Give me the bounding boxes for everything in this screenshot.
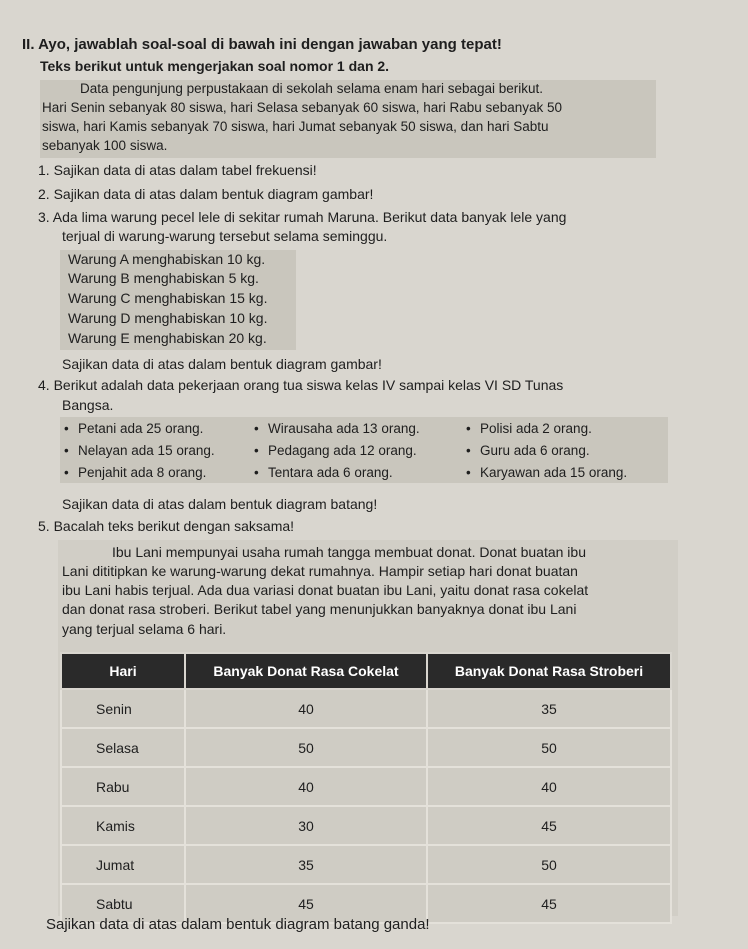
donut-paragraph-line: dan donat rasa stroberi. Berikut tabel yang menunjukkan banyaknya donat ibu Lani — [62, 601, 577, 617]
cell-stroberi: 50 — [427, 845, 671, 884]
donut-sales-table — [60, 652, 672, 924]
warung-item: Warung E menghabiskan 20 kg. — [68, 330, 267, 346]
question-5-instruction: Sajikan data di atas dalam bentuk diagram batang ganda! — [46, 916, 430, 933]
question-3-line1: 3. Ada lima warung pecel lele di sekitar rumah Maruna. Berikut data banyak lele yang — [38, 209, 567, 225]
header-stroberi: Banyak Donat Rasa Stroberi — [427, 653, 671, 689]
cell-stroberi: 45 — [427, 884, 671, 923]
job-item: • Pedagang ada 12 orang. — [254, 443, 417, 458]
warung-item: Warung C menghabiskan 15 kg. — [68, 290, 268, 306]
cell-cokelat: 45 — [185, 884, 427, 923]
job-item: • Tentara ada 6 orang. — [254, 465, 393, 480]
cell-day: Jumat — [61, 845, 185, 884]
table-row — [61, 845, 671, 884]
donut-paragraph-line: Lani dititipkan ke warung-warung dekat rumahnya. Hampir setiap hari donat buatan — [62, 563, 578, 579]
cell-cokelat: 30 — [185, 806, 427, 845]
cell-cokelat: 40 — [185, 689, 427, 728]
warung-item: Warung B menghabiskan 5 kg. — [68, 270, 259, 286]
header-hari: Hari — [61, 653, 185, 689]
cell-stroberi: 35 — [427, 689, 671, 728]
job-item: • Petani ada 25 orang. — [64, 421, 204, 436]
header-cokelat: Banyak Donat Rasa Cokelat — [185, 653, 427, 689]
question-1: 1. Sajikan data di atas dalam tabel frekuensi! — [38, 162, 317, 178]
job-item: • Nelayan ada 15 orang. — [64, 443, 215, 458]
question-4-line2: Bangsa. — [62, 397, 114, 413]
question-4-line1: 4. Berikut adalah data pekerjaan orang tua siswa kelas IV sampai kelas VI SD Tunas — [38, 377, 564, 393]
warung-item: Warung D menghabiskan 10 kg. — [68, 310, 268, 326]
intro-line: Hari Senin sebanyak 80 siswa, hari Selasa sebanyak 60 siswa, hari Rabu sebanyak 50 — [42, 100, 563, 115]
donut-paragraph-line: yang terjual selama 6 hari. — [62, 621, 227, 637]
intro-line: siswa, hari Kamis sebanyak 70 siswa, hari Jumat sebanyak 50 siswa, dan hari Sabtu — [42, 119, 549, 134]
job-item: • Guru ada 6 orang. — [466, 443, 590, 458]
cell-day: Selasa — [61, 728, 185, 767]
cell-cokelat: 40 — [185, 767, 427, 806]
cell-day: Senin — [61, 689, 185, 728]
cell-cokelat: 50 — [185, 728, 427, 767]
cell-stroberi: 45 — [427, 806, 671, 845]
warung-item: Warung A menghabiskan 10 kg. — [68, 251, 266, 267]
cell-cokelat: 35 — [185, 845, 427, 884]
question-5-line1: 5. Bacalah teks berikut dengan saksama! — [38, 518, 295, 534]
table-row — [61, 728, 671, 767]
cell-day: Kamis — [61, 806, 185, 845]
intro-line: Data pengunjung perpustakaan di sekolah selama enam hari sebagai berikut. — [80, 81, 544, 96]
job-item: • Karyawan ada 15 orang. — [466, 465, 628, 480]
job-item: • Penjahit ada 8 orang. — [64, 465, 207, 480]
question-3-line2: terjual di warung-warung tersebut selama seminggu. — [62, 228, 388, 244]
job-item: • Polisi ada 2 orang. — [466, 421, 592, 436]
donut-paragraph-line: Ibu Lani mempunyai usaha rumah tangga membuat donat. Donat buatan ibu — [112, 544, 586, 560]
section-title: II. Ayo, jawablah soal-soal di bawah ini dengan jawaban yang tepat! — [22, 36, 502, 53]
table-row — [61, 689, 671, 728]
question-4-instruction: Sajikan data di atas dalam bentuk diagram batang! — [62, 496, 378, 512]
table-header-row — [61, 653, 671, 689]
cell-stroberi: 40 — [427, 767, 671, 806]
question-2: 2. Sajikan data di atas dalam bentuk diagram gambar! — [38, 186, 374, 202]
cell-day: Sabtu — [61, 884, 185, 923]
intro-line: sebanyak 100 siswa. — [42, 138, 168, 153]
question-3-instruction: Sajikan data di atas dalam bentuk diagram gambar! — [62, 356, 382, 372]
table-row — [61, 806, 671, 845]
table-row — [61, 767, 671, 806]
donut-paragraph-line: ibu Lani habis terjual. Ada dua variasi donat buatan ibu Lani, yaitu donat rasa cokelat — [62, 582, 589, 598]
cell-day: Rabu — [61, 767, 185, 806]
section-subtitle: Teks berikut untuk mengerjakan soal nomor 1 dan 2. — [40, 58, 390, 74]
cell-stroberi: 50 — [427, 728, 671, 767]
job-item: • Wirausaha ada 13 orang. — [254, 421, 420, 436]
